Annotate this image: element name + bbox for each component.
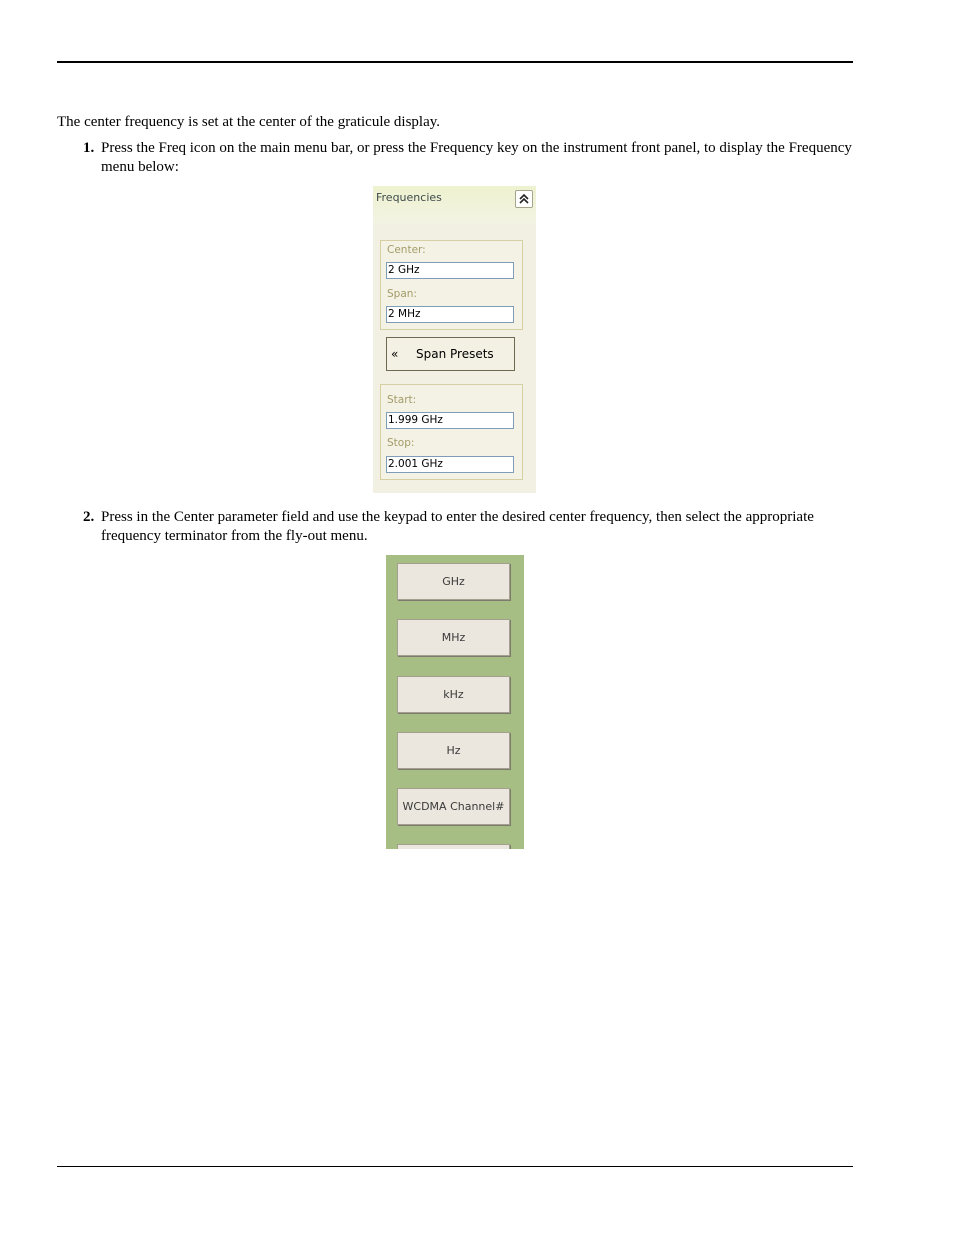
- hz-button[interactable]: Hz: [397, 732, 510, 769]
- span-label: Span:: [387, 288, 417, 300]
- wcdma-channel-button[interactable]: WCDMA Channel#: [397, 788, 510, 825]
- mhz-button[interactable]: MHz: [397, 619, 510, 656]
- header-rule: [57, 61, 853, 63]
- double-chevron-left-icon: «: [391, 347, 399, 361]
- collapse-button[interactable]: [515, 190, 533, 208]
- panel-header: [373, 186, 536, 224]
- step-number: 2.: [83, 509, 95, 525]
- step-text: Press the Freq icon on the main menu bar, or press the Frequency key on the instrument front panel, to display the Frequency menu below:: [101, 140, 852, 175]
- stop-field[interactable]: 2.001 GHz: [386, 456, 514, 473]
- ghz-button[interactable]: GHz: [397, 563, 510, 600]
- start-stop-group: [380, 384, 523, 480]
- double-chevron-up-icon: [518, 193, 530, 205]
- intro-paragraph: The center frequency is set at the center of the graticule display.: [57, 114, 441, 130]
- panel-title: Frequencies: [376, 191, 442, 204]
- stop-label: Stop:: [387, 437, 415, 449]
- footer-rule: [57, 1166, 853, 1167]
- frequencies-panel: [373, 186, 536, 493]
- span-presets-label: Span Presets: [416, 347, 494, 361]
- next-button-partial[interactable]: [397, 844, 510, 849]
- step-number: 1.: [83, 140, 95, 156]
- frequency-terminator-flyout: [386, 555, 524, 849]
- khz-button[interactable]: kHz: [397, 676, 510, 713]
- center-label: Center:: [387, 244, 426, 256]
- span-field[interactable]: 2 MHz: [386, 306, 514, 323]
- span-presets-button[interactable]: [386, 337, 515, 371]
- start-field[interactable]: 1.999 GHz: [386, 412, 514, 429]
- step-text: Press in the Center parameter field and use the keypad to enter the desired center frequency, then select the appropriate frequency terminator from the fly-out menu.: [101, 509, 814, 544]
- center-field[interactable]: 2 GHz: [386, 262, 514, 279]
- center-span-group: [380, 240, 523, 330]
- start-label: Start:: [387, 394, 417, 406]
